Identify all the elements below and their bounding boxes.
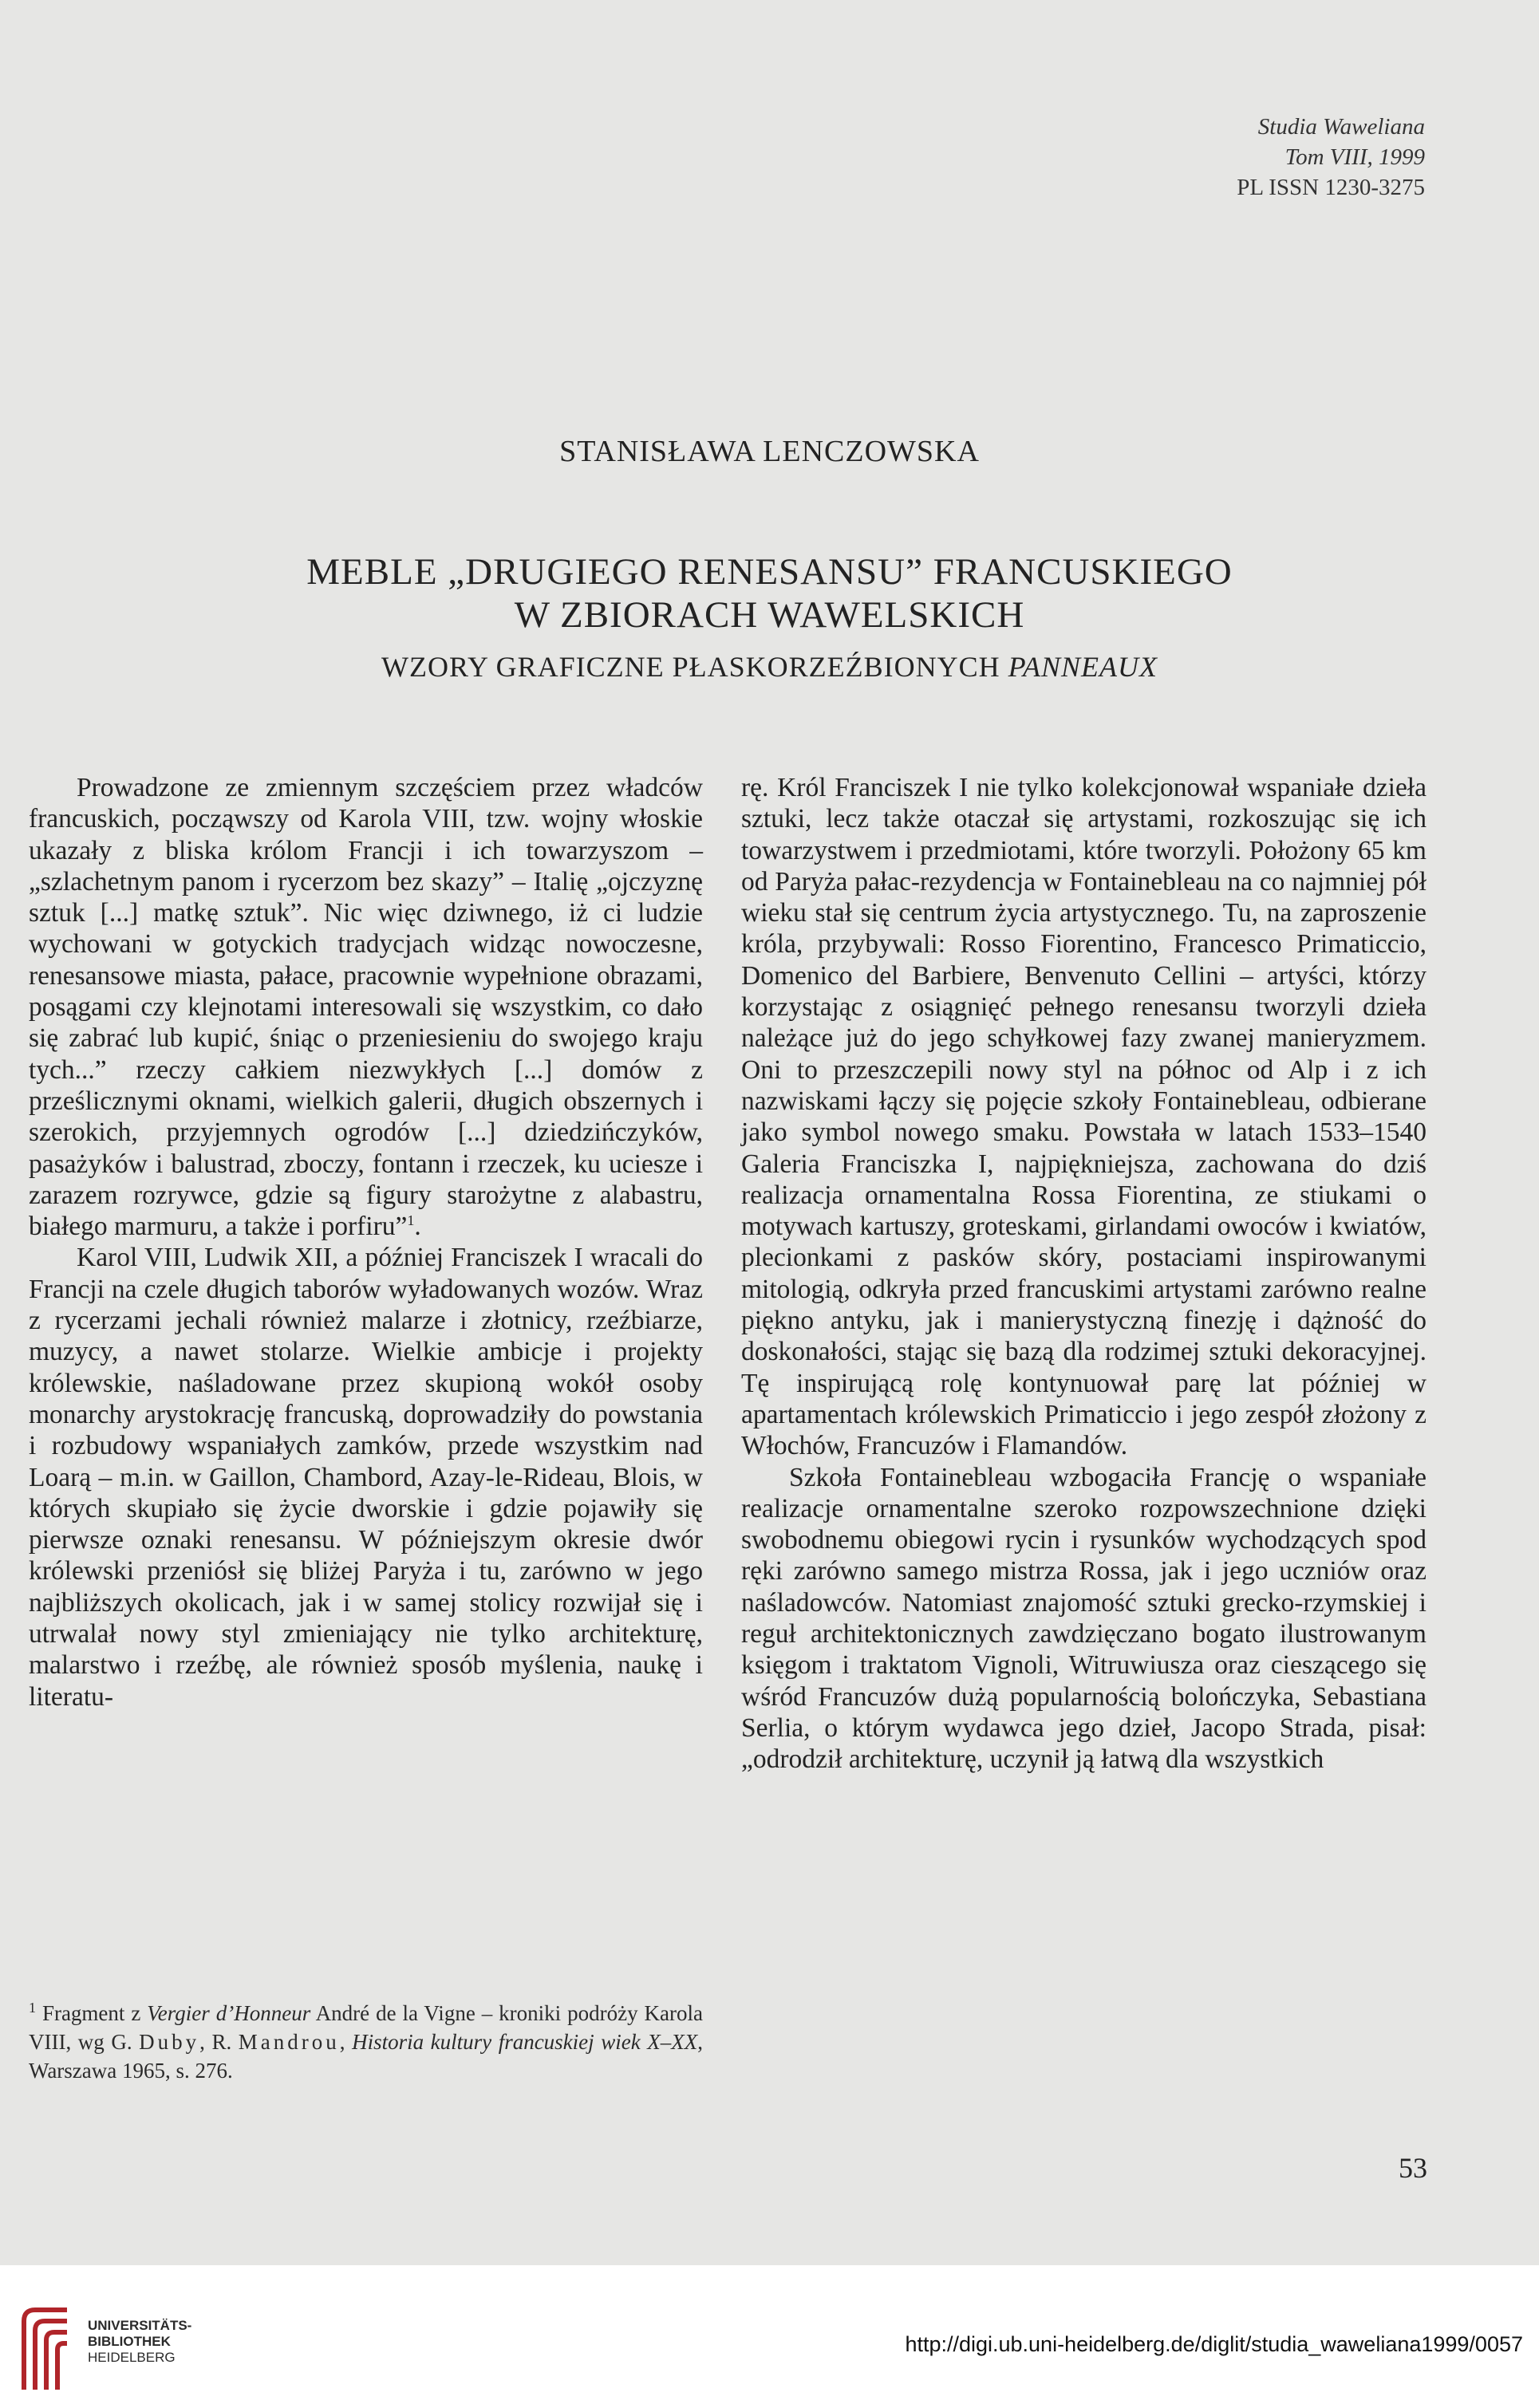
title-line-1: MEBLE „DRUGIEGO RENESANSU” FRANCUSKIEGO bbox=[306, 551, 1233, 593]
article-title bbox=[0, 550, 1539, 636]
library-logo-icon bbox=[18, 2304, 89, 2391]
subtitle-italic: PANNEAUX bbox=[1008, 651, 1158, 683]
footnote-ref[interactable]: 1 bbox=[407, 1212, 415, 1228]
right-paragraph-2: Szkoła Fontainebleau wzbogaciła Francję o wspaniałe realizacje ornamentalne szeroko rozpowszechnione dzięki swobodnemu obiegowi rycin i rysunków wychodzących spod ręki zarówno samego mistrza Rossa, jak i jego uczniów oraz naśladowców. Natomiast znajomość sztuki grecko-rzymskiej i reguł architektonicznych zawdzięczano bogato ilustrowanym księgom i traktatom Vignoli, Witruwiusza oraz cieszącego się wśród Francuzów dużą popularnością bolończyka, Sebastiana Serlia, o którym wydawca jego dzieł, Jacopo Strada, pisał: „odrodził architekturę, uczynił ją łatwą dla wszystkich bbox=[741, 1462, 1427, 1775]
left-paragraph-2: Karol VIII, Ludwik XII, a później Franciszek I wracali do Francji na czele długich taborów wyładowanych wozów. Wraz z rycerzami jechali również malarze i złotnicy, rzeźbiarze, muzycy, a nawet stolarze. Wielkie ambicje i projekty królewskie, naśladowane przez skupioną wokół osoby monarchy arystokrację francuską, doprowadziły do powstania i rozbudowy wspaniałych zamków, przede wszystkim nad Loarą – m.in. w Gaillon, Chambord, Azay-le-Rideau, Blois, w których skupiało się życie dworskie i gdzie pojawiły się pierwsze oznaki renesansu. W późniejszym okresie dwór królewski przeniósł się bliżej Paryża i tu, zarówno w jego najbliższych okolicach, jak i w samej stolicy rozwijał się i utrwalał nowy styl zmieniający nie tylko architekturę, malarstwo i rzeźbę, ale również sposób myślenia, naukę i literatu- bbox=[29, 1243, 703, 1712]
footnote bbox=[29, 1999, 703, 2085]
footnote-italic-2: Historia kultury francuskiej wiek X–XX bbox=[352, 2030, 698, 2054]
left-paragraph-1-text: Prowadzone ze zmiennym szczęściem przez władców francuskich, począwszy od Karola VIII, tzw. wojny włoskie ukazały z bliska królom Francji i ich towarzyszom – „szlachetnym panom i rycerzom bez skazy” – Italię „ojczyznę sztuk [...] matkę sztuk”. Nic więc dziwnego, iż ci ludzie wychowani w gotyckich tradycjach widząc nowoczesne, renesansowe miasta, pałace, pracownie wypełnione obrazami, posągami czy klejnotami interesowali się wszystkim, co dało się zabrać lub kupić, śniąc o przeniesieniu do swojego kraju tych...” rzeczy całkiem niezwykłych [...] domów z prześlicznymi oknami, wielkich galerii, długich obszernych i szerokich, przyjemnych ogrodów [...] dziedzińczyków, pasażyków i balustrad, zboczy, fontann i rzeczek, ku uciesze i zarazem rozrywce, gdzie są figury starożytne z alabastru, białego marmuru, a także i porfiru” bbox=[29, 773, 703, 1242]
library-name bbox=[88, 2318, 191, 2366]
left-column bbox=[29, 772, 703, 1712]
journal-name: Studia Waweliana bbox=[1257, 114, 1425, 140]
footer-bar bbox=[0, 2265, 1539, 2408]
article-subtitle bbox=[0, 650, 1539, 684]
footnote-author-1: Duby bbox=[139, 2030, 200, 2054]
journal-volume: Tom VIII, 1999 bbox=[1284, 144, 1425, 170]
library-name-line-2: BIBLIOTHEK bbox=[88, 2334, 171, 2349]
journal-issn: PL ISSN 1230-3275 bbox=[1237, 175, 1425, 200]
left-paragraph-1 bbox=[29, 772, 703, 1242]
footnote-text-4: , bbox=[339, 2030, 353, 2054]
article-author: STANISŁAWA LENCZOWSKA bbox=[559, 435, 980, 468]
footnote-number: 1 bbox=[29, 2000, 36, 2016]
right-paragraph-1: rę. Król Franciszek I nie tylko kolekcjonował wspaniałe dzieła sztuki, lecz także otaczał się artystami, rozkoszując się ich towarzystwem i przedmiotami, które tworzyli. Położony 65 km od Paryża pałac-rezydencja w Fontainebleau na co najmniej pół wieku stał się centrum życia artystycznego. Tu, na zaproszenie króla, przybywali: Rosso Fiorentino, Francesco Primaticcio, Domenico del Barbiere, Benvenuto Cellini – artyści, którzy korzystając z osiągnięć pełnego renesansu tworzyli dzieła należące już do jego schyłkowej fazy zwanej manieryzmem. Oni to przeszczepili nowy styl na północ od Alp i z ich nazwiskami łączy się pojęcie szkoły Fontainebleau, odbierane jako symbol nowego smaku. Powstała w latach 1533–1540 Galeria Franciszka I, najpiękniejsza, zachowana do dziś realizacja ornamentalna Rossa Fiorentina, ze stiukami o motywach kartuszy, groteskami, girlandami owoców i kwiatów, plecionkami z pasków skóry, postaciami inspirowanymi mitologią, odkryła przed francuskimi artystami zarówno realne piękno antyku, jak i manierystyczną finezję i dążność do doskonałości, stając się bazą dla rodzimej sztuki dekoracyjnej. Tę inspirującą rolę kontynuował parę lat później w apartamentach królewskich Primaticcio i jego zespół złożony z Włochów, Francuzów i Flamandów. bbox=[741, 773, 1427, 1461]
footnote-text-2: André de la Vigne – kroniki podróży Karola VIII, wg G. bbox=[29, 2001, 703, 2054]
footnote-italic-1: Vergier d’Honneur bbox=[147, 2001, 311, 2025]
journal-info bbox=[1237, 112, 1425, 203]
footnote-text-3: , R. bbox=[199, 2030, 239, 2054]
title-line-2: W ZBIORACH WAWELSKICH bbox=[514, 594, 1025, 636]
source-url-link[interactable]: http://digi.ub.uni-heidelberg.de/diglit/studia_waweliana1999/0057 bbox=[905, 2332, 1523, 2356]
library-name-line-3: HEIDELBERG bbox=[88, 2350, 176, 2365]
page-number: 53 bbox=[1399, 2152, 1427, 2184]
footnote-text-5: , Warszawa 1965, s. 276. bbox=[29, 2030, 703, 2083]
subtitle-main: WZORY GRAFICZNE PŁASKORZEŹBIONYCH bbox=[381, 651, 1008, 683]
left-paragraph-1-end: . bbox=[414, 1212, 421, 1242]
footnote-author-2: Mandrou bbox=[238, 2030, 340, 2054]
library-name-line-1: UNIVERSITÄTS- bbox=[88, 2318, 192, 2333]
right-column bbox=[741, 772, 1427, 1775]
footnote-text-1: Fragment z bbox=[36, 2001, 148, 2025]
